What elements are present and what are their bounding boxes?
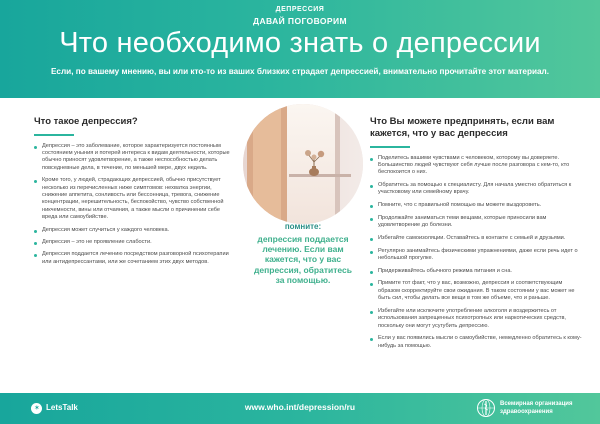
who-name-line1: Всемирная организация (500, 401, 573, 407)
list-item: Обратитесь за помощью к специалисту. Для начала уместно обратиться к участковому или семейному врачу. (370, 182, 582, 197)
list-item: Придерживайтесь обычного режима питания и сна. (370, 268, 582, 275)
remember-label: помните: (284, 222, 322, 231)
illustration-photo (243, 104, 363, 224)
header-banner (0, 0, 600, 98)
left-heading: Что такое депрессия? (34, 116, 138, 127)
page-title: Что необходимо знать о депрессии (59, 27, 541, 59)
page-subtitle: Если, по вашему мнению, вы или кто-то из ваших близких страдает депрессией, внимательно прочитайте этот материал. (50, 67, 550, 76)
list-item: Поделитесь вашими чувствами с человеком, которому вы доверяете. Большинство людей чувствуют себя лучше после разговора с кем-то, кто беспокоится о них. (370, 155, 582, 177)
list-item: Избегайте или исключите употребление алкоголя и воздержитесь от использования запрещенных психотропных или наркотических средств, поскольку они могут усугубить депрессию. (370, 308, 582, 330)
list-item: Депрессия – это не проявление слабости. (34, 239, 234, 246)
list-item: Депрессия может случиться у каждого человека. (34, 227, 234, 234)
right-heading-rule (370, 146, 410, 148)
left-list (34, 143, 234, 267)
website-link[interactable]: www.who.int/depression/ru (244, 402, 356, 412)
campaign-label: ДАВАЙ ПОГОВОРИМ (253, 16, 347, 26)
left-heading-rule (34, 134, 74, 136)
letstalk-brand: LetsTalk (46, 403, 78, 412)
list-item: Примите тот факт, что у вас, возможно, депрессия и соответствующим образом скорректируйте свои ожидания. В таком состоянии у вас может не быть сил, чтобы делать все вещи в том же объеме, что и раньше. (370, 280, 582, 302)
remember-text: депрессия поддается лечению. Если вам кажется, что у вас депрессия, обратитесь за помощью. (254, 234, 352, 285)
letstalk-logo-icon: ✶ (31, 403, 42, 414)
who-name-line2: здравоохранения (500, 409, 553, 415)
list-item: Помните, что с правильной помощью вы можете выздороветь. (370, 202, 582, 209)
list-item: Кроме того, у людей, страдающих депрессией, обычно присутствует несколько из перечисленных ниже симптомов: нехватка энергии, снижение аппетита, сонливость или бессонница, тревога, снижение концентрации, нерешительность, беспокойство, чувство собственной никчемности, вины или отчаяния, а также мысли о причинении себе вреда или самоубийстве. (34, 177, 234, 221)
list-item: Если у вас появились мысли о самоубийстве, немедленно обратитесь к кому-нибудь за помощью. (370, 335, 582, 350)
right-list (370, 155, 582, 351)
left-column (34, 116, 234, 271)
kicker-label: ДЕПРЕССИЯ (275, 6, 325, 13)
who-name (500, 400, 572, 416)
right-heading: Что Вы можете предпринять, если вам кажется, что у вас депрессия (370, 116, 555, 139)
who-emblem-icon (476, 398, 496, 418)
list-item: Регулярно занимайтесь физическими упражнениями, даже если речь идет о небольшой прогулке. (370, 248, 582, 263)
list-item: Продолжайте заниматься теми вещами, которые приносили вам удовлетворение до болезни. (370, 215, 582, 230)
window-vase-illustration (243, 104, 363, 224)
footer-bar (0, 393, 600, 424)
list-item: Депрессия поддается лечению посредством разговорной психотерапии или антидепрессантами, или же сочетанием этих двух методов. (34, 251, 234, 266)
right-column (370, 116, 582, 356)
list-item: Депрессия – это заболевание, которое характеризуется постоянным состоянием уныния и потерей интереса к видам деятельности, которые обычно приносят удовлетворение, а также неспособностью делать повседневные дела, в течение, по меньшей мере, двух недель. (34, 143, 234, 173)
list-item: Избегайте самоизоляции. Оставайтесь в контакте с семьей и друзьями. (370, 235, 582, 242)
